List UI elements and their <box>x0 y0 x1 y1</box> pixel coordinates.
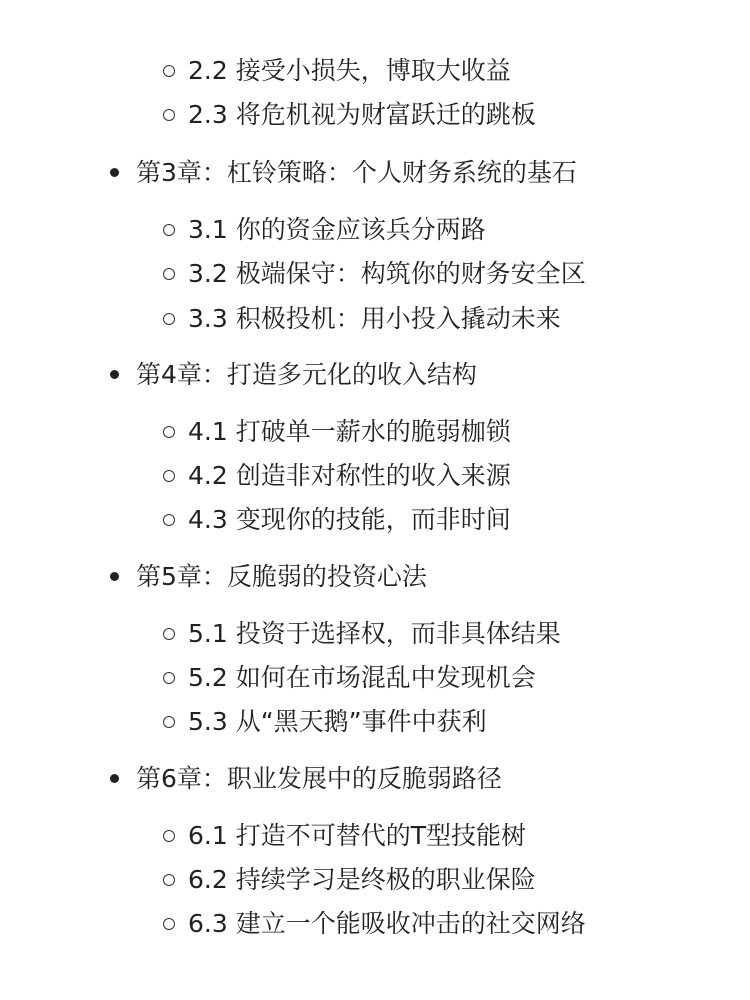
hollow-circle-bullet-icon <box>163 224 175 236</box>
section-label: 3.3 积极投机：用小投入撬动未来 <box>188 304 561 333</box>
hollow-circle-bullet-icon <box>163 65 175 77</box>
hollow-circle-bullet-icon <box>163 426 175 438</box>
section-label: 6.1 打造不可替代的T型技能树 <box>188 821 526 850</box>
section-label: 2.2 接受小损失，博取大收益 <box>188 56 511 85</box>
hollow-circle-bullet-icon <box>163 470 175 482</box>
section-label: 2.3 将危机视为财富跃迁的跳板 <box>188 100 536 129</box>
section-label: 4.3 变现你的技能，而非时间 <box>188 505 511 534</box>
section-label: 4.1 打破单一薪水的脆弱枷锁 <box>188 417 511 446</box>
hollow-circle-bullet-icon <box>163 716 175 728</box>
chapter-label: 第3章：杠铃策略：个人财务系统的基石 <box>136 158 577 187</box>
filled-circle-bullet-icon <box>110 168 119 177</box>
chapter-label: 第6章：职业发展中的反脆弱路径 <box>136 764 502 793</box>
section-label: 3.1 你的资金应该兵分两路 <box>188 215 486 244</box>
hollow-circle-bullet-icon <box>163 874 175 886</box>
section-label: 6.3 建立一个能吸收冲击的社交网络 <box>188 909 586 938</box>
hollow-circle-bullet-icon <box>163 672 175 684</box>
chapter-label: 第4章：打造多元化的收入结构 <box>136 360 477 389</box>
hollow-circle-bullet-icon <box>163 109 175 121</box>
hollow-circle-bullet-icon <box>163 628 175 640</box>
section-label: 6.2 持续学习是终极的职业保险 <box>188 865 536 894</box>
hollow-circle-bullet-icon <box>163 830 175 842</box>
hollow-circle-bullet-icon <box>163 918 175 930</box>
filled-circle-bullet-icon <box>110 370 119 379</box>
section-label: 4.2 创造非对称性的收入来源 <box>188 461 511 490</box>
hollow-circle-bullet-icon <box>163 268 175 280</box>
section-label: 5.1 投资于选择权，而非具体结果 <box>188 619 561 648</box>
hollow-circle-bullet-icon <box>163 313 175 325</box>
section-label: 5.3 从“黑天鹅”事件中获利 <box>188 707 487 736</box>
filled-circle-bullet-icon <box>110 572 119 581</box>
filled-circle-bullet-icon <box>110 774 119 783</box>
section-label: 3.2 极端保守：构筑你的财务安全区 <box>188 259 586 288</box>
section-label: 5.2 如何在市场混乱中发现机会 <box>188 663 536 692</box>
chapter-label: 第5章：反脆弱的投资心法 <box>136 562 427 591</box>
hollow-circle-bullet-icon <box>163 514 175 526</box>
